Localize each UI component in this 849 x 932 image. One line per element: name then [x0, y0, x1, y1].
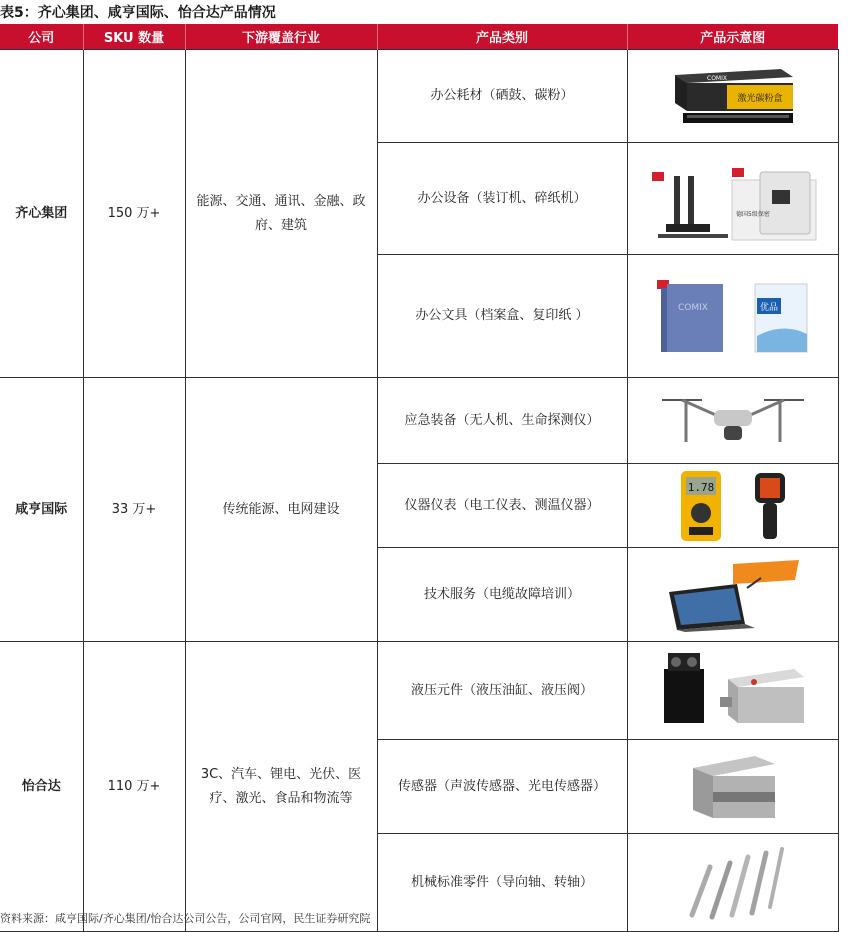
company-name-xianheng: 咸亨国际: [0, 378, 83, 642]
product-image-filebox-paper: [627, 255, 838, 378]
category-cell: 应急装备（无人机、生命探测仪）: [377, 378, 627, 464]
table-row: [0, 50, 838, 143]
sku-xianheng: 33 万+: [83, 378, 185, 642]
paper-label: 优品: [759, 303, 778, 313]
header-image: 产品示意图: [627, 24, 838, 50]
industries-yiheda: 3C、汽车、锂电、光伏、医疗、激光、食品和物流等: [185, 642, 377, 932]
meter-reading: 1.78: [687, 480, 714, 494]
product-image-meters: [627, 464, 838, 548]
toner-box-label: 激光碳粉盒: [736, 94, 783, 104]
category-cell: 技术服务（电缆故障培训）: [377, 548, 627, 642]
header-category: 产品类别: [377, 24, 627, 50]
sku-qixin: 150 万+: [83, 50, 185, 378]
product-image-hydraulic: [627, 642, 838, 740]
header-industries: 下游覆盖行业: [185, 24, 377, 50]
industries-xianheng: 传统能源、电网建设: [185, 378, 377, 642]
header-sku: SKU 数量: [83, 24, 185, 50]
industries-qixin: 能源、交通、通讯、金融、政府、建筑: [185, 50, 377, 378]
category-cell: 办公设备（装订机、碎纸机）: [377, 143, 627, 255]
product-image-training: [627, 548, 838, 642]
product-image-toner: [627, 50, 838, 143]
table-row: [0, 642, 838, 740]
company-name-yiheda: 怡合达: [0, 642, 83, 932]
products-table: [0, 24, 839, 932]
product-image-shafts: [627, 834, 838, 932]
company-name-qixin: 齐心集团: [0, 50, 83, 378]
header-row: [0, 24, 838, 50]
category-cell: 仪器仪表（电工仪表、测温仪器）: [377, 464, 627, 548]
category-cell: 机械标准零件（导向轴、转轴）: [377, 834, 627, 932]
category-cell: 液压元件（液压油缸、液压阀）: [377, 642, 627, 740]
header-company: 公司: [0, 24, 83, 50]
product-image-drone: [627, 378, 838, 464]
category-cell: 传感器（声波传感器、光电传感器）: [377, 740, 627, 834]
source-note: 资料来源：咸亨国际/齐心集团/怡合达公司公告，公司官网，民生证券研究院: [0, 912, 371, 925]
filebox-brand: COMIX: [677, 303, 708, 313]
product-image-sensor: [627, 740, 838, 834]
brand-label: COMIX: [706, 75, 727, 82]
category-cell: 办公耗材（硒鼓、碳粉）: [377, 50, 627, 143]
table-row: [0, 378, 838, 464]
category-cell: 办公文具（档案盒、复印纸 ）: [377, 255, 627, 378]
sku-yiheda: 110 万+: [83, 642, 185, 932]
table-title: 表5：齐心集团、咸亨国际、怡合达产品情况: [0, 5, 276, 21]
product-image-binder-shredder: [627, 143, 838, 255]
shredder-label: 德国5级保密: [735, 210, 770, 218]
